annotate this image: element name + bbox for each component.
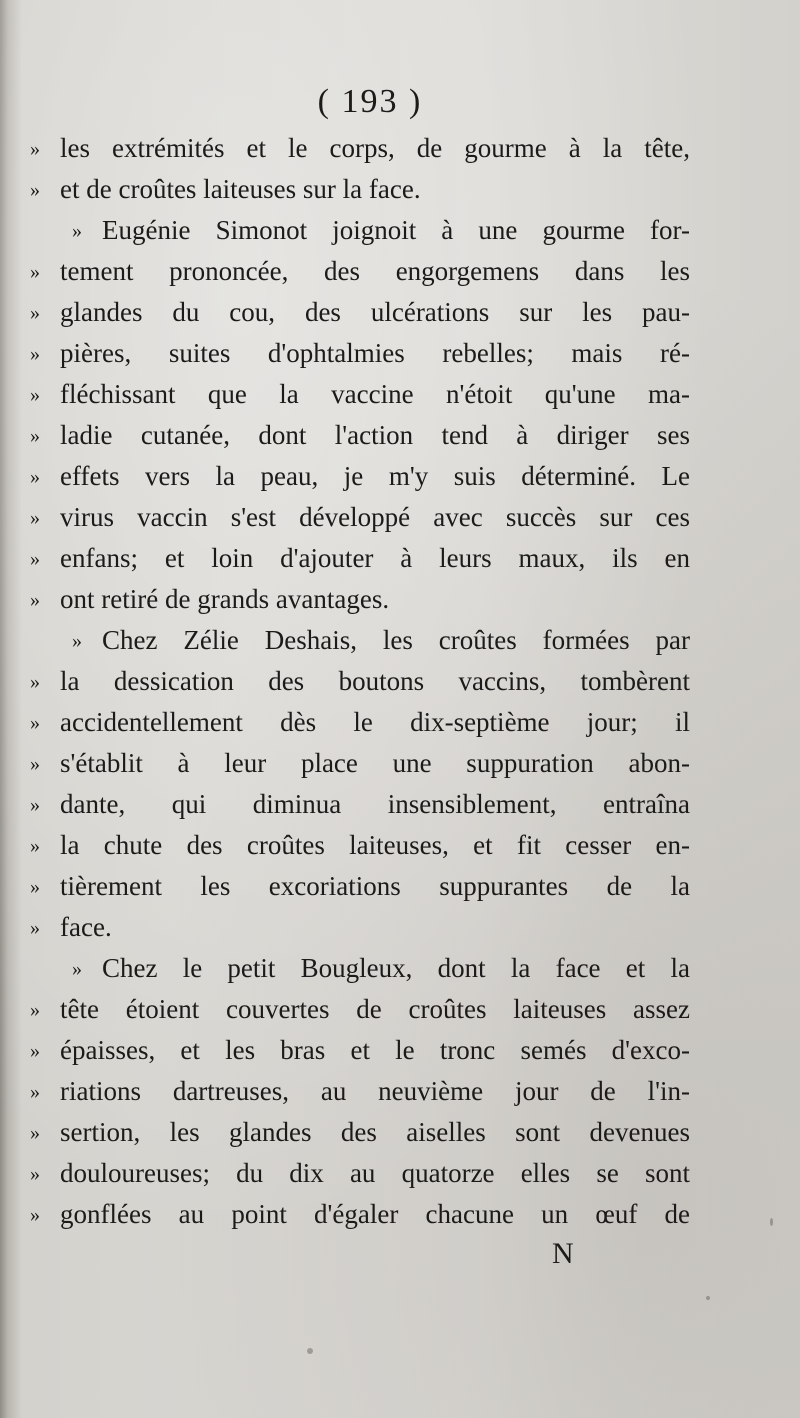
text-line: [30, 210, 690, 251]
paper-speck: [706, 1296, 710, 1300]
text-line: [30, 292, 690, 333]
quote-mark: »: [30, 1122, 40, 1144]
line-text: ont retiré de grands avantages.: [60, 584, 390, 614]
text-line: [30, 1112, 690, 1153]
text-line: [30, 661, 690, 702]
line-text: tièrement les excoriations suppurantes de la: [60, 871, 690, 901]
text-line: [30, 1071, 690, 1112]
quote-mark: »: [30, 1204, 40, 1226]
line-text: effets vers la peau, je m'y suis déterminé. Le: [60, 461, 690, 491]
line-text: s'établit à leur place une suppuration abon-: [60, 748, 690, 778]
line-text: ladie cutanée, dont l'action tend à diriger ses: [60, 420, 690, 450]
line-text: les extrémités et le corps, de gourme à la tête,: [60, 133, 690, 163]
text-line: [30, 743, 690, 784]
line-text: épaisses, et les bras et le tronc semés d'exco-: [60, 1035, 690, 1065]
text-line: [30, 620, 690, 661]
page-number: ( 193 ): [317, 83, 423, 120]
line-text: pières, suites d'ophtalmies rebelles; mais ré-: [60, 338, 690, 368]
line-text: Chez Zélie Deshais, les croûtes formées par: [102, 625, 690, 655]
quote-mark: »: [30, 999, 40, 1021]
text-line: [30, 538, 690, 579]
text-line: [30, 825, 690, 866]
text-line: [30, 1030, 690, 1071]
quote-mark: »: [30, 302, 40, 324]
text-line: [30, 251, 690, 292]
line-text: et de croûtes laiteuses sur la face.: [60, 174, 421, 204]
text-line: [30, 415, 690, 456]
quote-mark: »: [72, 958, 82, 980]
text-line: [30, 456, 690, 497]
text-line: [30, 907, 690, 948]
quote-mark: »: [30, 1163, 40, 1185]
line-text: la dessication des boutons vaccins, tombèrent: [60, 666, 690, 696]
text-line: [30, 1153, 690, 1194]
quote-mark: »: [30, 671, 40, 693]
quote-mark: »: [30, 589, 40, 611]
text-line: [30, 374, 690, 415]
line-text: Eugénie Simonot joignoit à une gourme for-: [102, 215, 690, 245]
line-text: la chute des croûtes laiteuses, et fit cesser en-: [60, 830, 690, 860]
quote-mark: »: [30, 1040, 40, 1062]
quote-mark: »: [30, 712, 40, 734]
text-line: [30, 866, 690, 907]
line-text: glandes du cou, des ulcérations sur les pau-: [60, 297, 690, 327]
line-text: enfans; et loin d'ajouter à leurs maux, ils en: [60, 543, 690, 573]
line-text: tête étoient couvertes de croûtes laiteuses assez: [60, 994, 690, 1024]
line-text: face.: [60, 912, 112, 942]
quote-mark: »: [72, 630, 82, 652]
line-text: fléchissant que la vaccine n'étoit qu'une ma-: [60, 379, 690, 409]
line-text: virus vaccin s'est développé avec succès sur ces: [60, 502, 690, 532]
quote-mark: »: [30, 548, 40, 570]
text-line: [30, 948, 690, 989]
line-text: sertion, les glandes des aiselles sont devenues: [60, 1117, 690, 1147]
quote-mark: »: [30, 261, 40, 283]
quote-mark: »: [30, 425, 40, 447]
quote-mark: »: [30, 876, 40, 898]
text-line: [30, 784, 690, 825]
text-line: [30, 169, 690, 210]
quote-mark: »: [30, 138, 40, 160]
line-text: accidentellement dès le dix-septième jour; il: [60, 707, 690, 737]
quote-mark: »: [30, 835, 40, 857]
text-line: [30, 989, 690, 1030]
quote-mark: »: [30, 507, 40, 529]
text-line: [30, 1194, 690, 1235]
line-text: gonflées au point d'égaler chacune un œuf de: [60, 1199, 690, 1229]
line-text: dante, qui diminua insensiblement, entraîna: [60, 789, 690, 819]
text-line: [30, 497, 690, 538]
quote-mark: »: [30, 179, 40, 201]
quote-mark: »: [30, 343, 40, 365]
text-line: [30, 579, 690, 620]
quote-mark: »: [30, 1081, 40, 1103]
paper-speck: [307, 1348, 313, 1354]
quote-mark: »: [72, 220, 82, 242]
paper-speck: [770, 1218, 773, 1226]
quote-mark: »: [30, 753, 40, 775]
quote-mark: »: [30, 917, 40, 939]
line-text: tement prononcée, des engorgemens dans les: [60, 256, 690, 286]
quote-mark: »: [30, 384, 40, 406]
text-line: [30, 333, 690, 374]
quote-mark: »: [30, 794, 40, 816]
line-text: douloureuses; du dix au quatorze elles se sont: [60, 1158, 690, 1188]
quote-mark: »: [30, 466, 40, 488]
signature-mark: N: [552, 1237, 574, 1270]
body-text: [30, 128, 690, 1235]
text-line: [30, 128, 690, 169]
line-text: Chez le petit Bougleux, dont la face et la: [102, 953, 690, 983]
text-line: [30, 702, 690, 743]
line-text: riations dartreuses, au neuvième jour de l'in-: [60, 1076, 690, 1106]
